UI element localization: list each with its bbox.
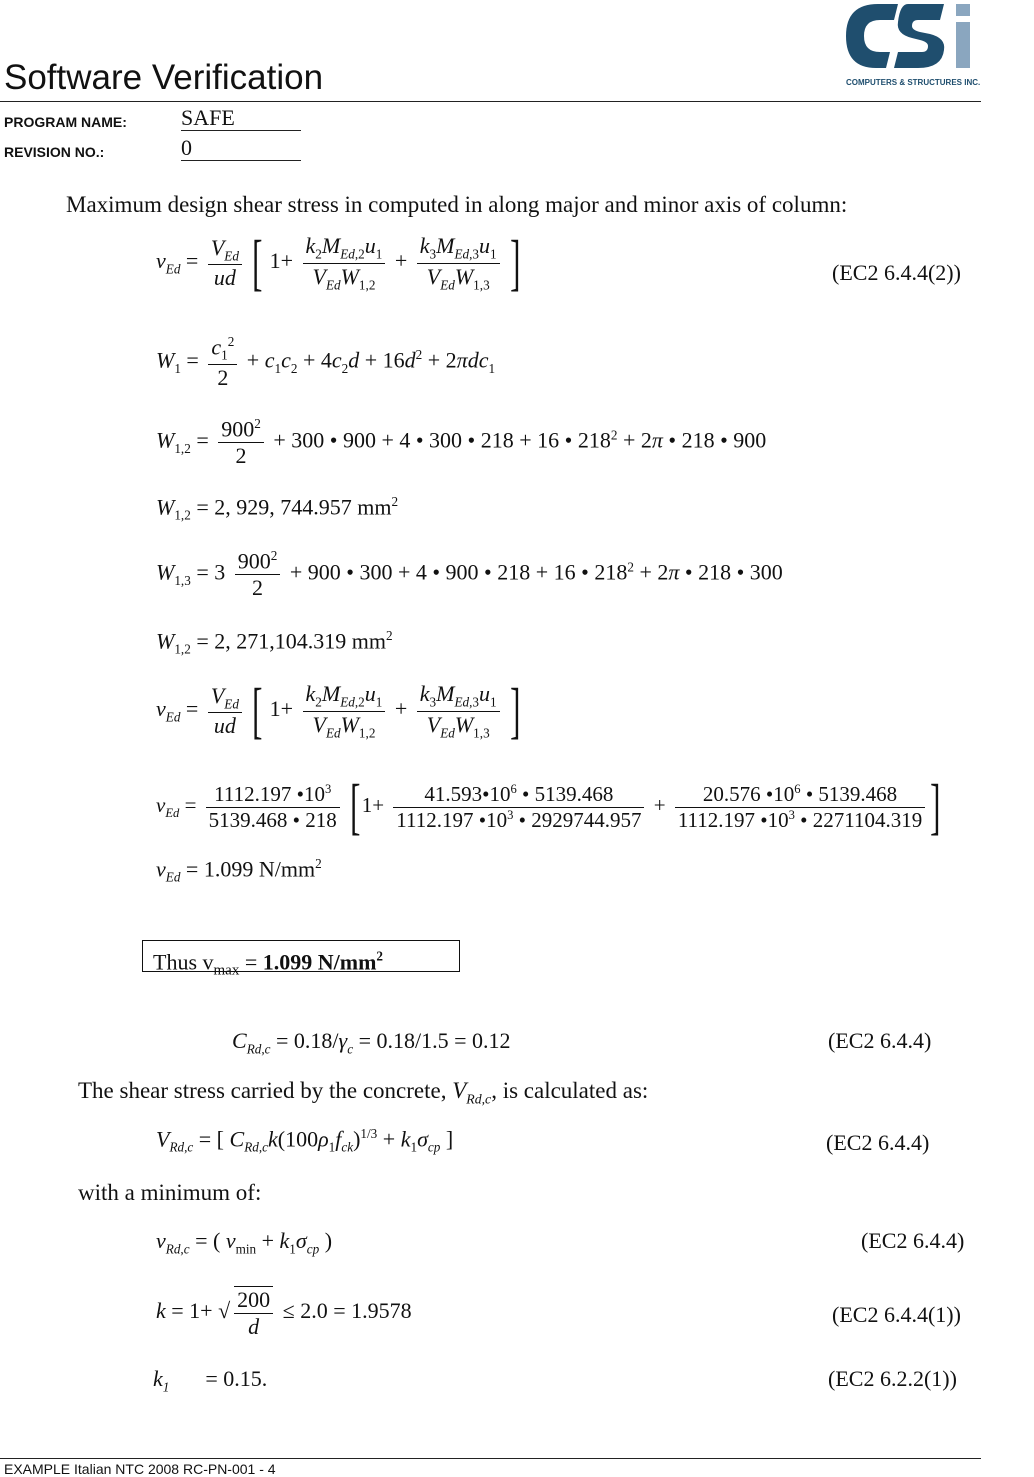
program-name-label: PROGRAM NAME:: [4, 114, 127, 130]
result-box-prefix: Thus v: [153, 949, 214, 975]
equation-w13: $W_{1,3} = 3$ $\frac{900^2}{2}$ + 900 • 300 + 4 • 900 • 218 + 16 • $218^2 + 2\pi$ • 218 • 300: [156, 548, 783, 601]
equation-w13-result: $W_{1,2} = 2$, 271,104.319 $mm^2$: [156, 628, 393, 657]
equation-w12-result: $W_{1,2} = 2$, 929, 744.957 $mm^2$: [156, 494, 399, 523]
ved-result-value: = 1.099 N/mm: [185, 856, 316, 882]
equation-k: k = 1+ √ $\frac{200}{d}$ ≤ 2.0 = 1.9578: [156, 1287, 412, 1339]
ref-ec2-644-b: (EC2 6.4.4): [826, 1130, 930, 1155]
program-name-value: SAFE: [181, 106, 301, 131]
ref-ec2-644-c: (EC2 6.4.4): [861, 1228, 965, 1253]
shear-text: The shear stress carried by the concrete, $V_{Rd,c}$, is calculated as:: [78, 1078, 649, 1107]
ref-ec2-6221: (EC2 6.2.2(1)): [828, 1366, 957, 1391]
equation-k1: $k_1 = 0.15$.: [153, 1366, 268, 1395]
equation-crdc: $C_{Rd,c} = 0.18/\gamma_c = 0.18/1.5 = 0.12$: [232, 1028, 511, 1057]
header-rule: [0, 101, 981, 102]
ref-ec2-642: (EC2 6.4.4(2)): [832, 260, 961, 285]
with-min-text: with a minimum of:: [78, 1180, 262, 1205]
equation-vrdc-min: $v_{Rd,c}$ = ( $v_{min} + k_1\sigma_{cp}$ ): [156, 1228, 333, 1257]
page-title: Software Verification: [4, 58, 324, 97]
result-box-eq: =: [239, 949, 263, 975]
revision-label: REVISION NO.:: [4, 144, 105, 160]
equation-w12: $W_{1,2}$ = $\frac{900^2}{2}$ + 300 • 900 + 4 • 300 • 218 + 16 • $218^2 + 2\pi$ • 218 • 900: [156, 416, 767, 469]
result-box-value: 1.099 N/mm: [262, 949, 377, 975]
shear-text-a: The shear stress carried by the concrete,: [78, 1078, 453, 1103]
shear-text-b: , is calculated as:: [491, 1078, 649, 1103]
equation-ved-result: $v_{Ed} = 1.099$ $N/mm^2$: [156, 856, 322, 885]
ref-ec2-644-a: (EC2 6.4.4): [828, 1028, 932, 1053]
crdc-expr: = 0.18/1.5 = 0.12: [358, 1028, 511, 1053]
csi-logo: [846, 0, 981, 90]
logo-caption: COMPUTERS & STRUCTURES INC.: [846, 78, 981, 87]
result-box-sub: max: [213, 962, 240, 979]
intro-text: Maximum design shear stress in computed in along major and minor axis of column:: [66, 192, 848, 217]
equation-w1: $W_1$ = $\frac{c_1^2}{2}$ + $c_1c_2 + 4c_2d + 16d^2 + 2\pi dc_1$: [156, 334, 496, 390]
footer-rule: [0, 1458, 981, 1459]
w13-result-value: = 2, 271,104.319 mm: [196, 628, 386, 654]
k-result: = 1.9578: [333, 1298, 412, 1324]
revision-value: 0: [181, 136, 301, 161]
footer-text: EXAMPLE Italian NTC 2008 RC-PN-001 - 4: [4, 1461, 276, 1477]
ref-ec2-6441: (EC2 6.4.4(1)): [832, 1302, 961, 1327]
csi-logo-mark: [846, 0, 976, 90]
equation-ved-numeric: $v_{Ed}$ = $\frac{1112.197 •10^3}{5139.468 • 218}$ [1+ $\frac{41.593•10^6 • 5139.468}{1112.197 •10^3 • 2929744.957}$ + $\frac{20.576 •10^6 • 5139.468}{1112.197 •10^3 • 2271104.319}$ ]: [156, 773, 941, 841]
w12-result-value: = 2, 929, 744.957 mm: [196, 494, 392, 520]
equation-ved-1: $v_{Ed}$ = $\frac{V_{Ed}}{ud}$ [ 1+ $\frac{k_2M_{Ed,2}u_1}{V_{Ed}W_{1,2}}$ + $\frac{k_3M_{Ed,3}u_1}{V_{Ed}W_{1,3}}$ ]: [156, 229, 521, 297]
equation-vrdc: $V_{Rd,c}$ = [ $C_{Rd,c}k(100\rho_1f_{ck})^{1/3} + k_1\sigma_{cp}$ ]: [156, 1126, 454, 1155]
result-box: Thus $v_{max} = 1.099$ $N/mm^2$: [142, 940, 460, 972]
equation-ved-2: $v_{Ed}$ = $\frac{V_{Ed}}{ud}$ [ 1+ $\frac{k_2M_{Ed,2}u_1}{V_{Ed}W_{1,2}}$ + $\frac{k_3M_{Ed,3}u_1}{V_{Ed}W_{1,3}}$ ]: [156, 677, 521, 745]
k1-value: = 0.15.: [205, 1366, 268, 1391]
